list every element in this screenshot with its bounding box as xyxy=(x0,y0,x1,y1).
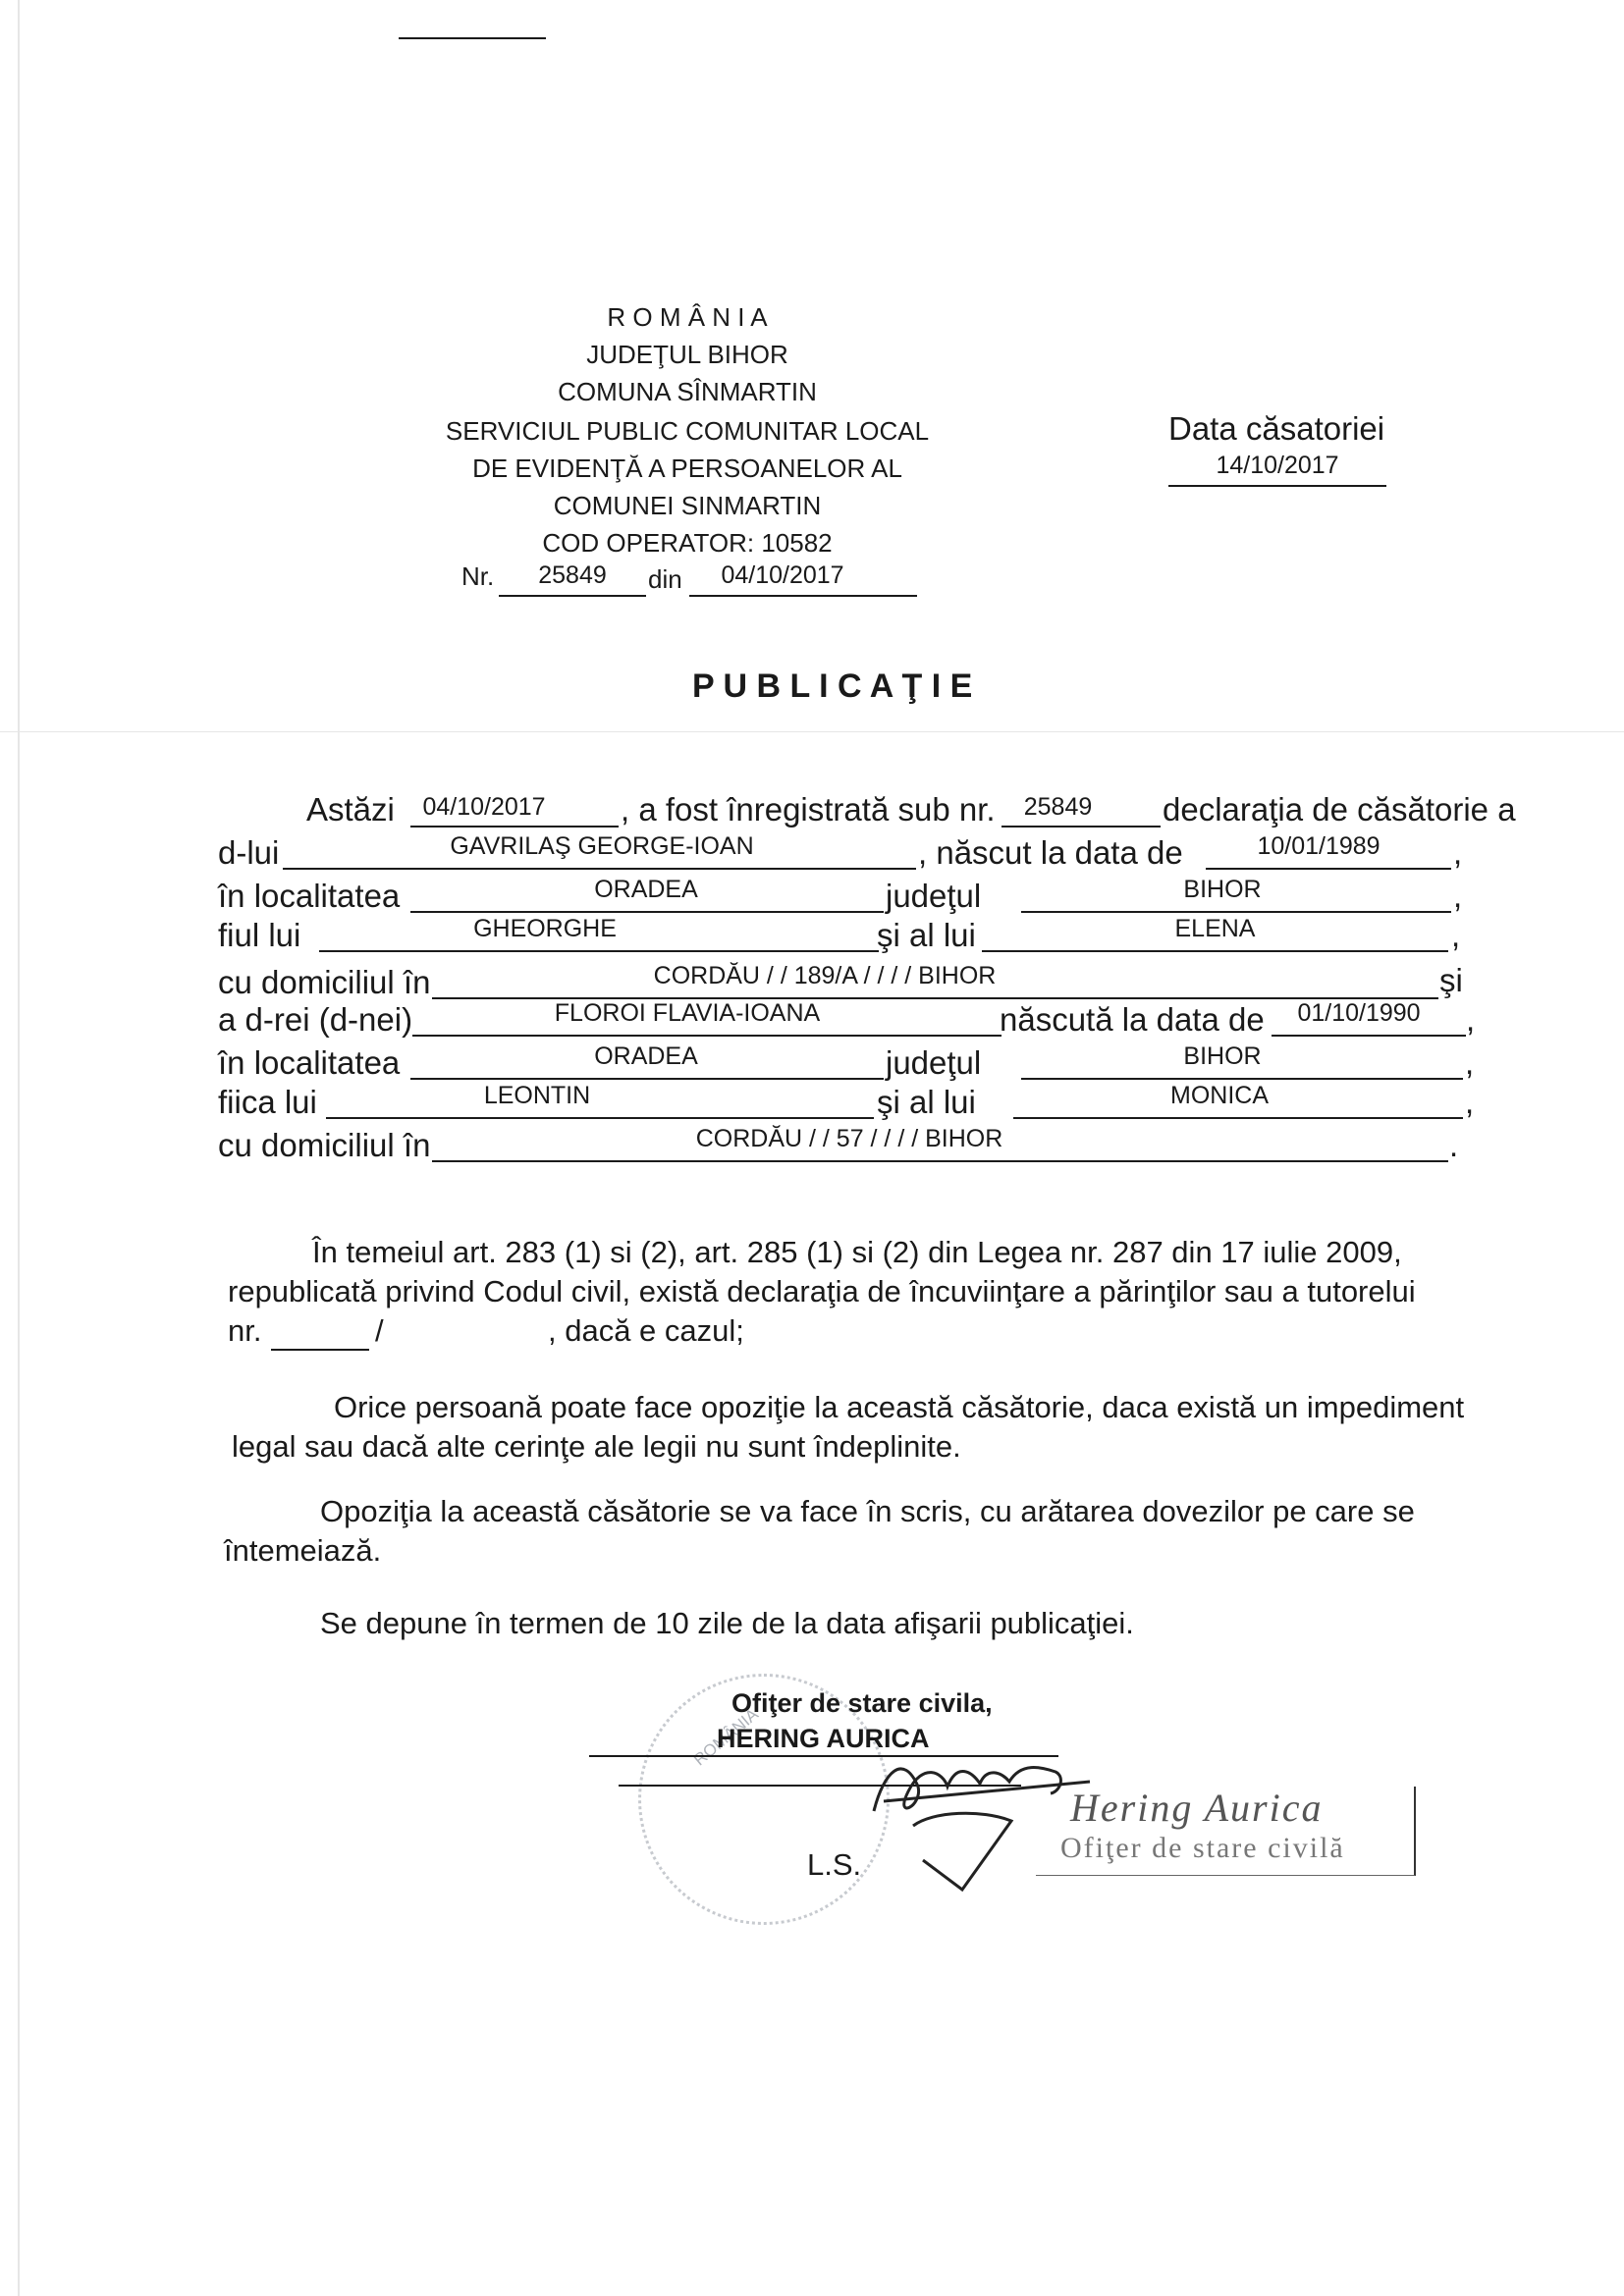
groom-and-label: şi al lui xyxy=(877,917,976,953)
bride-domicile-label: cu domiciliul în xyxy=(218,1127,431,1163)
groom-locality: ORADEA xyxy=(594,876,698,903)
period: . xyxy=(1449,1127,1459,1163)
groom-birth-date: 10/01/1989 xyxy=(1257,832,1380,860)
header-din-value: 04/10/2017 xyxy=(721,561,844,589)
paragraph-opposition-line2: legal sau dacă alte cerinţe ale legii nu sunt îndeplinite. xyxy=(232,1429,961,1464)
registered-nr: 25849 xyxy=(1023,793,1093,821)
comma: , xyxy=(1453,878,1463,914)
name-stamp-role: Ofiţer de stare civilă xyxy=(1060,1832,1345,1864)
groom-locality-label: în localitatea xyxy=(218,878,401,914)
page-title: P U B L I C A Ţ I E xyxy=(692,667,973,705)
groom-domicile-label: cu domiciliul în xyxy=(218,964,431,1000)
header-commune: COMUNA SÎNMARTIN xyxy=(558,377,817,406)
bride-father: LEONTIN xyxy=(483,1082,591,1109)
paragraph-written-line1: Opoziţia la această căsătorie se va face în scris, cu arătarea dovezilor pe care se xyxy=(320,1494,1415,1528)
header-country: R O M Â N I A xyxy=(607,302,768,332)
header-service-line1: SERVICIUL PUBLIC COMUNITAR LOCAL xyxy=(445,416,930,446)
paragraph-legal-end: , dacă e cazul; xyxy=(548,1313,744,1348)
bride-birth-date: 01/10/1990 xyxy=(1297,999,1421,1027)
header-nr-value: 25849 xyxy=(538,561,607,589)
paragraph-opposition-line1: Orice persoană poate face opoziţie la această căsătorie, daca există un impediment xyxy=(334,1390,1465,1424)
header-county: JUDEŢUL BIHOR xyxy=(586,340,788,369)
signature-role: Ofiţer de stare civila, xyxy=(731,1688,993,1718)
astazi-value: 04/10/2017 xyxy=(422,793,546,821)
bride-locality: ORADEA xyxy=(594,1042,698,1070)
bride-domicile: CORDĂU / / 57 / / / / BIHOR xyxy=(695,1125,1003,1152)
bride-and-label: şi al lui xyxy=(877,1084,976,1120)
paragraph-legal-line2: republicată privind Codul civil, există declaraţia de încuviinţare a părinţilor sau a tutorelui xyxy=(228,1274,1416,1308)
bride-daughter-label: fiica lui xyxy=(218,1084,317,1120)
bride-locality-label: în localitatea xyxy=(218,1044,401,1081)
scan-edge-line xyxy=(18,0,20,2296)
comma: , xyxy=(1465,1084,1475,1120)
groom-son-label: fiul lui xyxy=(218,917,301,953)
header-service-line2: DE EVIDENŢĂ A PERSOANELOR AL xyxy=(472,454,902,483)
paragraph-deadline: Se depune în termen de 10 zile de la data afişarii publicaţiei. xyxy=(320,1606,1134,1640)
scan-fold-line xyxy=(0,731,1624,732)
paragraph-written-line2: întemeiază. xyxy=(224,1533,382,1568)
groom-father: GHEORGHE xyxy=(473,915,617,942)
groom-label: d-lui xyxy=(218,834,280,871)
bride-county-label: judeţul xyxy=(886,1044,982,1081)
bride-born-label: născută la data de xyxy=(1000,1001,1265,1038)
comma: , xyxy=(1451,917,1461,953)
groom-name: GAVRILAŞ GEORGE-IOAN xyxy=(450,832,754,860)
comma: , xyxy=(1466,1001,1476,1038)
name-stamp-name: Hering Aurica xyxy=(1070,1786,1324,1830)
groom-county-label: judeţul xyxy=(886,878,982,914)
signature-name: HERING AURICA xyxy=(717,1724,930,1753)
header-din-label: din xyxy=(648,564,682,594)
ls-label: L.S. xyxy=(807,1847,862,1882)
header-service-line3: COMUNEI SINMARTIN xyxy=(553,491,822,520)
comma: , xyxy=(1465,1044,1475,1081)
marriage-date-value: 14/10/2017 xyxy=(1216,452,1339,479)
paragraph-legal-slash: / xyxy=(375,1313,384,1348)
header-operator-code: COD OPERATOR: 10582 xyxy=(542,528,833,558)
bride-name: FLOROI FLAVIA-IOANA xyxy=(554,999,821,1027)
bride-county: BIHOR xyxy=(1183,1042,1262,1070)
declaration-label: declaraţia de căsătorie a xyxy=(1163,791,1516,828)
groom-born-label: , născut la data de xyxy=(918,834,1183,871)
header-nr-label: Nr. xyxy=(461,561,495,591)
round-stamp-text: ROMÂNIA xyxy=(689,1704,762,1770)
groom-domicile: CORDĂU / / 189/A / / / / BIHOR xyxy=(653,962,997,989)
bride-mother: MONICA xyxy=(1170,1082,1269,1109)
and-word: şi xyxy=(1439,962,1463,998)
paragraph-legal-nr-label: nr. xyxy=(228,1313,262,1348)
bride-label: a d-rei (d-nei) xyxy=(218,1001,413,1038)
registered-label: , a fost înregistrată sub nr. xyxy=(621,791,996,828)
groom-mother: ELENA xyxy=(1174,915,1256,942)
marriage-date-label: Data căsatoriei xyxy=(1168,410,1385,447)
groom-county: BIHOR xyxy=(1183,876,1262,903)
comma: , xyxy=(1453,834,1463,871)
astazi-label: Astăzi xyxy=(306,791,395,828)
paragraph-legal-line1: În temeiul art. 283 (1) si (2), art. 285 (1) si (2) din Legea nr. 287 din 17 iulie 2009, xyxy=(312,1235,1402,1269)
